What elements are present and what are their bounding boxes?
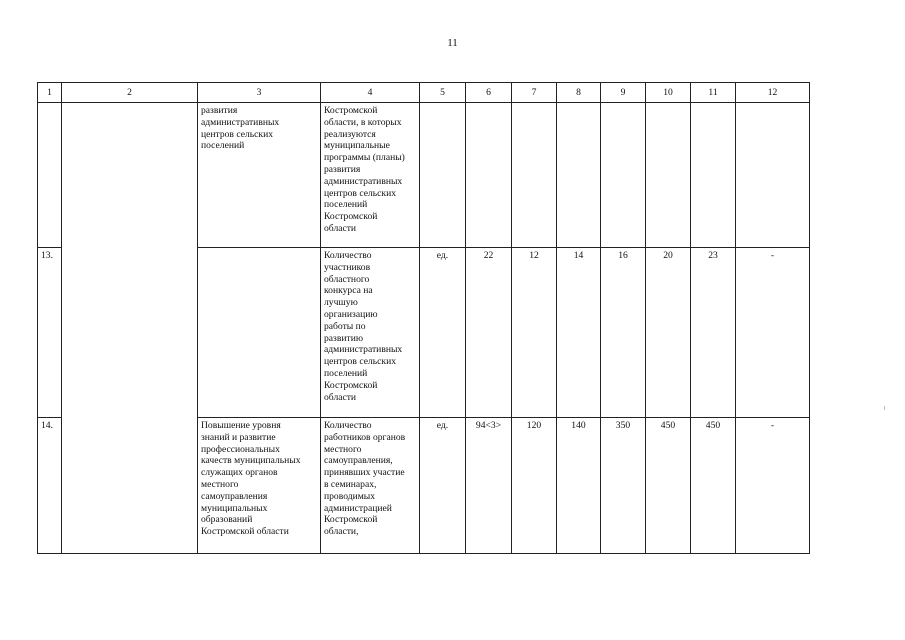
indicator-cell: Костромской области, в которых реализуются муниципальные программы (планы) развития административных центров сельских поселений Костромской области: [321, 103, 420, 248]
header-cell: 4: [321, 83, 420, 103]
header-cell: 1: [38, 83, 62, 103]
unit-cell: ед.: [420, 248, 466, 418]
unit-cell: ед.: [420, 418, 466, 554]
value-cell: 16: [601, 248, 646, 418]
value-cell: 23: [691, 248, 736, 418]
event-cell: Повышение уровня знаний и развитие профессиональных качеств муниципальных служащих органов местного самоуправления муниципальных образований Костромской области: [198, 418, 321, 554]
unit-cell: [420, 103, 466, 248]
table-row: [38, 103, 810, 248]
task-cell: [62, 103, 198, 554]
header-cell: 6: [466, 83, 512, 103]
header-cell: 8: [557, 83, 601, 103]
value-cell: 350: [601, 418, 646, 554]
indicator-cell: Количество участников областного конкурса на лучшую организацию работы по развитию административных центров сельских поселений Костромской области: [321, 248, 420, 418]
indicators-table: [37, 82, 810, 554]
value-cell: [466, 103, 512, 248]
value-cell: [557, 103, 601, 248]
row-number: [38, 103, 62, 248]
scan-mark: [884, 406, 885, 410]
header-cell: 12: [736, 83, 810, 103]
value-cell: [646, 103, 691, 248]
header-cell: 11: [691, 83, 736, 103]
event-cell: [198, 248, 321, 418]
event-cell: развития административных центров сельских поселений: [198, 103, 321, 248]
page-number: 11: [447, 37, 458, 49]
value-cell: 20: [646, 248, 691, 418]
header-cell: 7: [512, 83, 557, 103]
value-cell: 12: [512, 248, 557, 418]
row-number: 14.: [38, 418, 62, 554]
indicator-cell: Количество работников органов местного самоуправления, принявших участие в семинарах, проводимых администрацией Костромской области,: [321, 418, 420, 554]
table-header-row: [38, 83, 810, 103]
value-cell: [601, 103, 646, 248]
value-cell: 140: [557, 418, 601, 554]
header-cell: 2: [62, 83, 198, 103]
value-cell: -: [736, 418, 810, 554]
value-cell: [736, 103, 810, 248]
value-cell: 14: [557, 248, 601, 418]
value-cell: 22: [466, 248, 512, 418]
header-cell: 10: [646, 83, 691, 103]
value-cell: -: [736, 248, 810, 418]
header-cell: 5: [420, 83, 466, 103]
value-cell: [691, 103, 736, 248]
header-cell: 9: [601, 83, 646, 103]
value-cell: 450: [691, 418, 736, 554]
value-cell: 450: [646, 418, 691, 554]
value-cell: [512, 103, 557, 248]
value-cell: 94<3>: [466, 418, 512, 554]
row-number: 13.: [38, 248, 62, 418]
header-cell: 3: [198, 83, 321, 103]
value-cell: 120: [512, 418, 557, 554]
